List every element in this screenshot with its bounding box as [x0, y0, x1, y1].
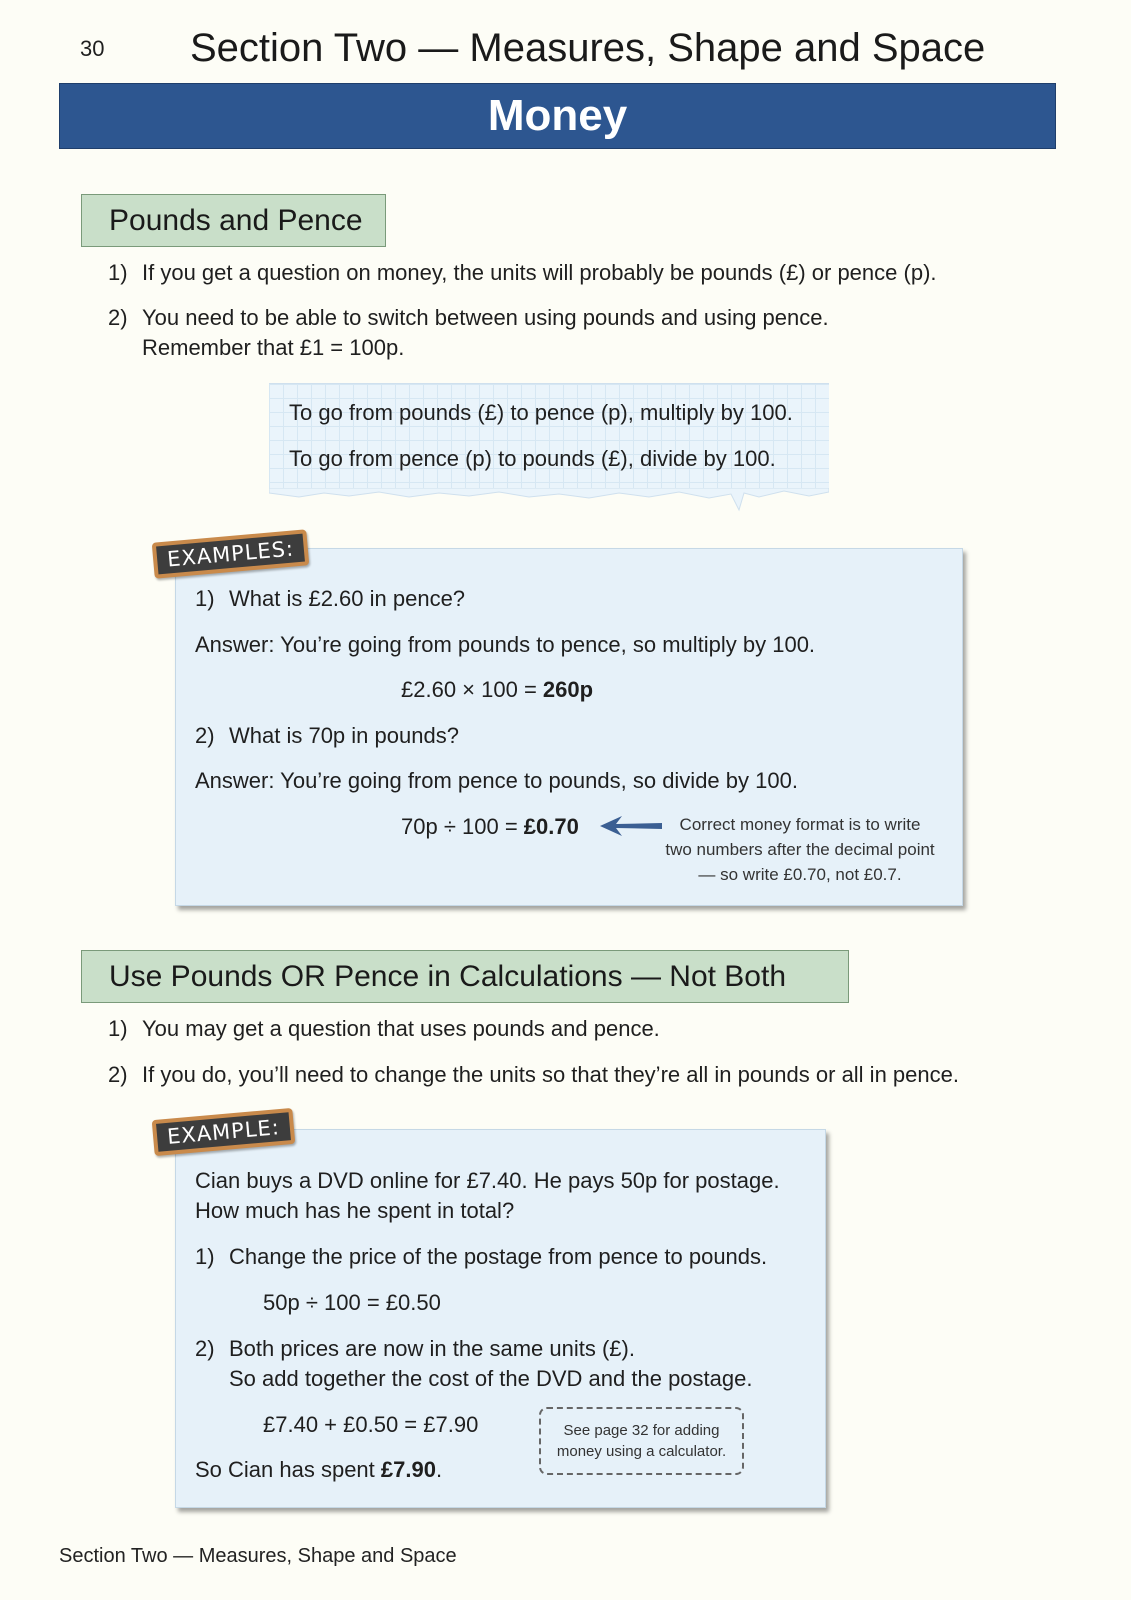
- step-number: 2): [195, 1336, 215, 1361]
- calc-result: 260p: [542, 677, 594, 702]
- point-2: [108, 303, 829, 363]
- page-title: Money: [59, 83, 1056, 149]
- note-line: Correct money format is to write: [679, 815, 921, 834]
- rule-pounds-to-pence: To go from pounds (£) to pence (p), multiply by 100.: [289, 400, 793, 425]
- example-answer-1: Answer: You’re going from pounds to pence, so multiply by 100.: [195, 632, 816, 657]
- question-number: 2): [195, 723, 215, 748]
- question-text: What is £2.60 in pence?: [229, 586, 466, 611]
- point-number: 2): [108, 305, 128, 330]
- calc-point-1: [108, 1014, 660, 1044]
- intro-line: Cian buys a DVD online for £7.40. He pays 50p for postage.: [195, 1168, 780, 1193]
- tip-line: money using a calculator.: [556, 1443, 727, 1460]
- calc-expression: £2.60 × 100 =: [401, 677, 543, 702]
- example-question-1: [195, 584, 465, 614]
- point-number: 1): [108, 1016, 128, 1041]
- example-intro: [195, 1166, 780, 1226]
- note-line: — so write £0.70, not £0.7.: [698, 865, 902, 884]
- step-text: Both prices are now in the same units (£).: [229, 1336, 635, 1361]
- step-1-calc: 50p ÷ 100 = £0.50: [263, 1290, 441, 1315]
- point-text: You may get a question that uses pounds and pence.: [142, 1016, 660, 1041]
- step-2-calc: £7.40 + £0.50 = £7.90: [263, 1412, 479, 1437]
- heading-pounds-or-pence: Use Pounds OR Pence in Calculations — Not Both: [81, 950, 849, 1003]
- examples-tag: EXAMPLES:: [152, 529, 310, 578]
- example-step-2: [195, 1334, 752, 1394]
- example-calc-1: [401, 675, 593, 705]
- point-number: 2): [108, 1062, 128, 1087]
- example-step-1: [195, 1242, 767, 1272]
- heading-pounds-and-pence: Pounds and Pence: [81, 194, 386, 247]
- rule-pence-to-pounds: To go from pence (p) to pounds (£), divide by 100.: [289, 446, 776, 471]
- point-text: If you get a question on money, the units will probably be pounds (£) or pence (p).: [142, 260, 937, 285]
- example-conclusion: [195, 1455, 442, 1485]
- step-text-continued: So add together the cost of the DVD and the postage.: [229, 1366, 753, 1391]
- calc-expression: 70p ÷ 100 =: [401, 814, 524, 839]
- money-format-note: [655, 812, 945, 887]
- page-number: 30: [80, 36, 105, 61]
- point-text: You need to be able to switch between using pounds and using pence.: [142, 305, 829, 330]
- point-number: 1): [108, 260, 128, 285]
- step-number: 1): [195, 1244, 215, 1269]
- calculator-tip: [539, 1407, 744, 1475]
- question-number: 1): [195, 586, 215, 611]
- example-tag: EXAMPLE:: [152, 1108, 295, 1156]
- torn-paper-edge: [269, 488, 829, 512]
- section-header: Section Two — Measures, Shape and Space: [190, 26, 986, 70]
- step-text: Change the price of the postage from pence to pounds.: [229, 1244, 768, 1269]
- point-1: [108, 258, 937, 288]
- arrow-left-icon: [600, 815, 662, 837]
- conclusion-text: So Cian has spent: [195, 1457, 381, 1482]
- point-text-continued: Remember that £1 = 100p.: [142, 335, 405, 360]
- point-text: If you do, you’ll need to change the units so that they’re all in pounds or all in pence.: [142, 1062, 959, 1087]
- question-text: What is 70p in pounds?: [229, 723, 459, 748]
- calc-result: £0.70: [523, 814, 579, 839]
- conclusion-value: £7.90: [380, 1457, 436, 1482]
- calc-point-2: [108, 1060, 959, 1090]
- footer-section-label: Section Two — Measures, Shape and Space: [59, 1545, 457, 1567]
- conclusion-period: .: [435, 1457, 443, 1482]
- example-question-2: [195, 721, 459, 751]
- tip-line: See page 32 for adding: [563, 1422, 720, 1439]
- intro-line: How much has he spent in total?: [195, 1198, 515, 1223]
- note-line: two numbers after the decimal point: [665, 840, 935, 859]
- example-calc-2: [401, 812, 579, 842]
- example-answer-2: Answer: You’re going from pence to pounds, so divide by 100.: [195, 768, 798, 793]
